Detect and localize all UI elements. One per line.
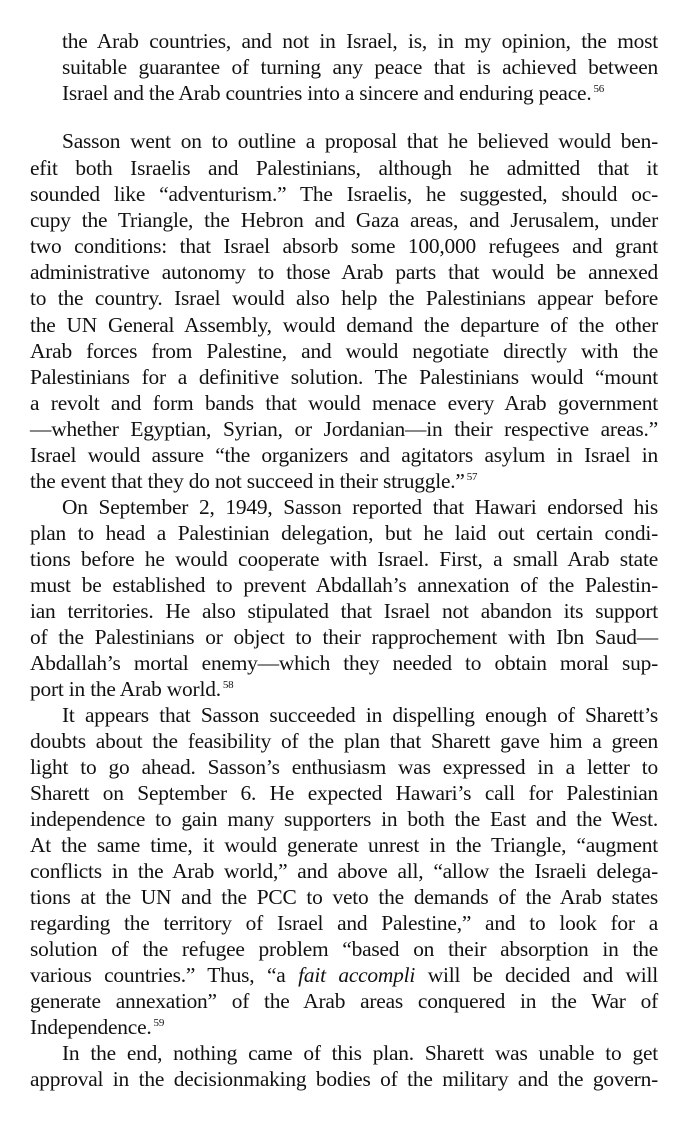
para1-line: cupy the Triangle, the Hebron and Gaza areas, and Jerusalem, under: [30, 208, 658, 232]
footnote-ref-57[interactable]: 57: [466, 470, 478, 483]
para1-line: Arab forces from Palestine, and would negotiate directly with the: [30, 339, 658, 363]
para3-line: doubts about the feasibility of the plan that Sharett gave him a green: [30, 729, 658, 753]
para3-line: At the same time, it would generate unrest in the Triangle, “augment: [30, 833, 658, 857]
para2-first-line: On September 2, 1949, Sasson reported that Hawari endorsed his: [62, 495, 658, 519]
para1-line: a revolt and form bands that would menace every Arab government: [30, 391, 658, 415]
para1-line: administrative autonomy to those Arab parts that would be annexed: [30, 260, 658, 284]
para1-line: sounded like “adventurism.” The Israelis, he suggested, should oc-: [30, 182, 658, 206]
para1-line: efit both Israelis and Palestinians, although he admitted that it: [30, 156, 658, 180]
para1-line-text: the event that they do not succeed in their struggle.”: [30, 469, 465, 493]
para2-line-text: port in the Arab world.: [30, 677, 221, 701]
para4-line: approval in the decisionmaking bodies of the military and the govern-: [30, 1067, 658, 1091]
para2-line: Abdallah’s mortal enemy—which they needed to obtain moral sup-: [30, 651, 658, 675]
para2-last-line: [30, 676, 658, 702]
para1-first-line: Sasson went on to outline a proposal that he believed would ben-: [62, 129, 658, 153]
para1-line: to the country. Israel would also help the Palestinians appear before: [30, 286, 658, 310]
footnote-ref-56[interactable]: 56: [593, 82, 605, 95]
para1-last-line: [30, 468, 658, 494]
para1-line: —whether Egyptian, Syrian, or Jordanian—in their respective areas.”: [30, 417, 658, 441]
para3-first-line: It appears that Sasson succeeded in dispelling enough of Sharett’s: [62, 703, 658, 727]
italic-phrase: fait accompli: [298, 963, 416, 987]
para3-line: Sharett on September 6. He expected Hawari’s call for Palestinian: [30, 781, 658, 805]
para2-line: of the Palestinians or object to their rapprochement with Ibn Saud—: [30, 625, 658, 649]
para3-line: independence to gain many supporters in both the East and the West.: [30, 807, 658, 831]
quote-line: suitable guarantee of turning any peace that is achieved between: [62, 55, 658, 79]
quote-line-text: Israel and the Arab countries into a sincere and enduring peace.: [62, 81, 592, 105]
para3-line: regarding the territory of Israel and Palestine,” and to look for a: [30, 911, 658, 935]
footnote-ref-58[interactable]: 58: [222, 678, 234, 691]
para3-line: solution of the refugee problem “based on their absorption in the: [30, 937, 658, 961]
para3-line-text: Independence.: [30, 1015, 152, 1039]
para1-line: Palestinians for a definitive solution. The Palestinians would “mount: [30, 365, 658, 389]
para3-line: conflicts in the Arab world,” and above all, “allow the Israeli delega-: [30, 859, 658, 883]
para2-line: ian territories. He also stipulated that Israel not abandon its support: [30, 599, 658, 623]
para2-line: tions before he would cooperate with Israel. First, a small Arab state: [30, 547, 658, 571]
para1-line: two conditions: that Israel absorb some 100,000 refugees and grant: [30, 234, 658, 258]
quote-line-last: [62, 80, 658, 106]
para3-line: tions at the UN and the PCC to veto the demands of the Arab states: [30, 885, 658, 909]
para3-last-line: [30, 1014, 658, 1040]
para3-line: light to go ahead. Sasson’s enthusiasm was expressed in a letter to: [30, 755, 658, 779]
para1-line: Israel would assure “the organizers and agitators asylum in Israel in: [30, 443, 658, 467]
para3-line: generate annexation” of the Arab areas conquered in the War of: [30, 989, 658, 1013]
para4-first-line: In the end, nothing came of this plan. Sharett was unable to get: [62, 1041, 658, 1065]
para3-line: various countries.” Thus, “a fait accompli will be decided and will: [30, 963, 658, 987]
footnote-ref-59[interactable]: 59: [153, 1016, 165, 1029]
quote-line: the Arab countries, and not in Israel, is, in my opinion, the most: [62, 29, 658, 53]
para2-line: plan to head a Palestinian delegation, but he laid out certain condi-: [30, 521, 658, 545]
para2-line: must be established to prevent Abdallah’s annexation of the Palestin-: [30, 573, 658, 597]
para1-line: the UN General Assembly, would demand the departure of the other: [30, 313, 658, 337]
